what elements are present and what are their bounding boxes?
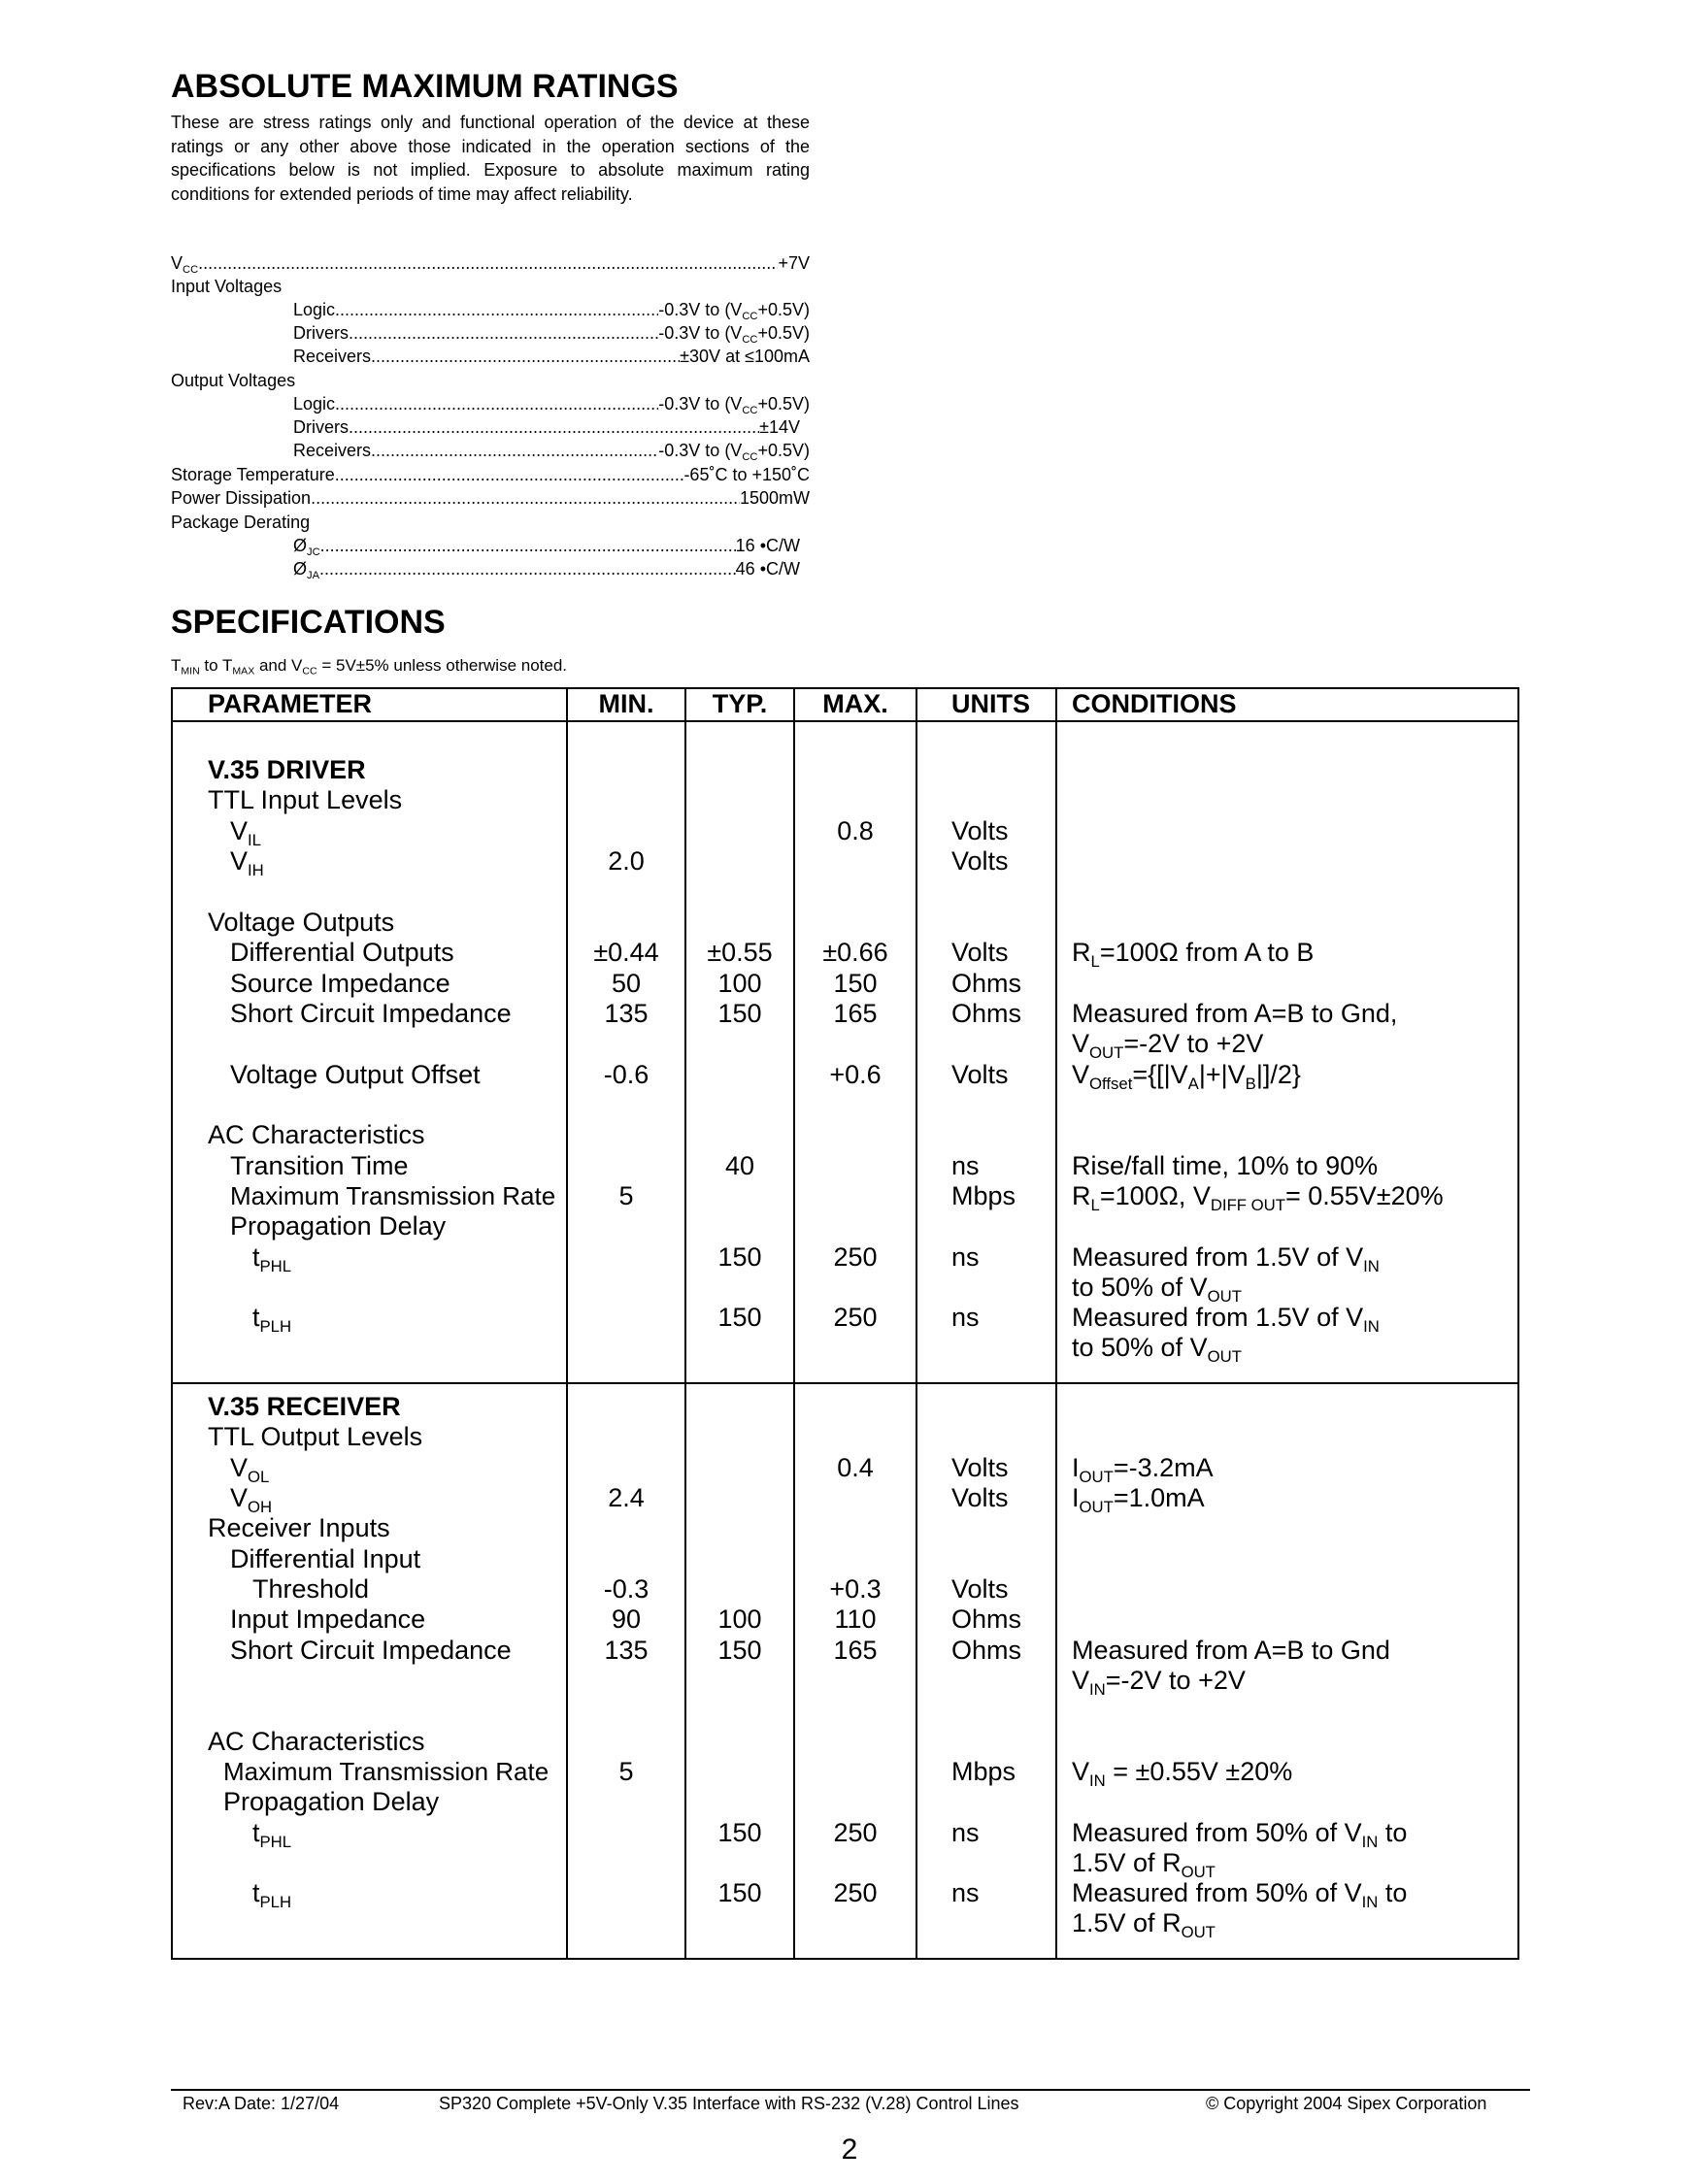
receiver-th-min: -0.3 (603, 1574, 650, 1604)
driver-src-max: 150 (833, 969, 878, 998)
input-voltages-heading: Input Voltages (171, 277, 283, 296)
driver-tphl-conditions-2: to 50% of $V_{OUT}$ (1072, 1273, 1242, 1306)
driver-ac-characteristics: AC Characteristics (208, 1120, 425, 1149)
receiver-tphl-max: 250 (833, 1818, 878, 1847)
receiver-th-units: Volts (951, 1574, 1009, 1604)
receiver-sc-typ: 150 (717, 1636, 762, 1665)
driver-diff-conditions: $R_L=100\Omega$ from A to B (1072, 938, 1315, 971)
receiver-tplh-conditions-2: 1.5V of $R_{OUT}$ (1072, 1908, 1216, 1941)
driver-transition-time-label: Transition Time (230, 1151, 409, 1180)
driver-sc-units: Ohms (951, 999, 1022, 1028)
driver-offset-min: -0.6 (603, 1060, 650, 1089)
header-conditions: CONDITIONS (1072, 689, 1237, 718)
driver-source-impedance-label: Source Impedance (230, 969, 450, 998)
driver-diff-typ: ±0.55 (707, 938, 773, 967)
receiver-voh-conditions: $I_{OUT}=1.0mA$ (1072, 1483, 1205, 1516)
header-parameter: PARAMETER (208, 689, 373, 718)
receiver-th-max: +0.3 (829, 1574, 882, 1604)
driver-vil-units: Volts (951, 816, 1009, 845)
driver-tphl-max: 250 (833, 1242, 878, 1272)
receiver-differential-input: Differential Input (230, 1544, 421, 1573)
rating-output-logic: Logic ..... -0.3V to $(V_{CC}+0.5V)$ (293, 392, 810, 415)
receiver-vol-max: 0.4 (837, 1453, 874, 1482)
driver-tt-units: ns (951, 1151, 980, 1180)
receiver-in-units: Ohms (951, 1605, 1022, 1634)
driver-offset-max: +0.6 (829, 1060, 882, 1089)
driver-short-circuit-label: Short Circuit Impedance (230, 999, 512, 1028)
spec-note: $T_{MIN}$ to $T_{MAX}$ and $V_{CC} = 5V\pm 5\%$ unless otherwise noted. (171, 656, 568, 678)
receiver-mtr-min: 5 (618, 1757, 634, 1786)
spec-title: SPECIFICATIONS (171, 604, 446, 641)
receiver-tplh-conditions-1: Measured from 50% of $V_{IN}$ to (1072, 1878, 1408, 1911)
driver-max-rate-label: Maximum Transmission Rate (230, 1181, 556, 1210)
driver-vil-max: 0.8 (837, 816, 874, 845)
receiver-sc-units: Ohms (951, 1636, 1022, 1665)
amr-description: These are stress ratings only and functional operation of the device at these ratings or any other above those indicated in the operation sections of the specifications below is not implied. Exposure to absolute maximum rating conditions for extended periods of time may affect reliability. (171, 113, 810, 204)
receiver-voh-units: Volts (951, 1483, 1009, 1512)
receiver-voh-label: $V_{OH}$ (230, 1483, 273, 1516)
rating-power-dissipation: Power Dissipation ..... 1500mW (171, 486, 810, 510)
driver-sc-max: 165 (833, 999, 878, 1028)
header-min: MIN. (598, 689, 654, 718)
driver-propagation-delay: Propagation Delay (230, 1211, 447, 1241)
package-derating-heading: Package Derating (171, 513, 311, 532)
receiver-sc-max: 165 (833, 1636, 878, 1665)
driver-diff-outputs-label: Differential Outputs (230, 938, 454, 967)
driver-mtr-conditions: $R_L=100\Omega$, $V_{DIFF OUT}= 0.55V\pm 20\%$ (1072, 1181, 1444, 1214)
rating-output-receivers: Receivers ..... -0.3V to $(V_{CC}+0.5V)$ (293, 439, 810, 462)
footer-revision: Rev:A Date: 1/27/04 (183, 2094, 340, 2113)
receiver-inputs: Receiver Inputs (208, 1513, 390, 1542)
driver-mtr-units: Mbps (951, 1181, 1016, 1210)
receiver-tphl-conditions-2: 1.5V of $R_{OUT}$ (1072, 1848, 1216, 1881)
rating-output-drivers: Drivers ..... ±14V (293, 415, 800, 439)
driver-tphl-label: $t_{PHL}$ (252, 1242, 292, 1275)
amr-title: ABSOLUTE MAXIMUM RATINGS (171, 68, 679, 105)
driver-offset-units: Volts (951, 1060, 1009, 1089)
driver-section-title: V.35 DRIVER (208, 755, 366, 784)
receiver-sc-conditions-2: $V_{IN}=-2V$ to +2V (1072, 1666, 1246, 1699)
receiver-propagation-delay: Propagation Delay (223, 1787, 440, 1816)
footer-rule (171, 2089, 1530, 2091)
receiver-input-impedance-label: Input Impedance (230, 1605, 426, 1634)
driver-vih-min: 2.0 (608, 846, 645, 876)
driver-src-units: Ohms (951, 969, 1022, 998)
receiver-mtr-conditions: $V_{IN} = \pm 0.55V \pm 20\%$ (1072, 1757, 1293, 1790)
receiver-ac-characteristics: AC Characteristics (208, 1727, 425, 1756)
receiver-threshold-label: Threshold (252, 1574, 370, 1604)
driver-offset-conditions: $V_{Offset}=\{[|V_A|+|V_B|]/2\}$ (1072, 1060, 1301, 1093)
header-typ: TYP. (712, 689, 768, 718)
receiver-ttl-output-levels: TTL Output Levels (208, 1422, 423, 1451)
driver-voltage-outputs: Voltage Outputs (208, 908, 395, 937)
receiver-tphl-label: $t_{PHL}$ (252, 1818, 292, 1851)
footer-document-title: SP320 Complete +5V-Only V.35 Interface with RS-232 (V.28) Control Lines (439, 2094, 1019, 2113)
driver-diff-min: ±0.44 (593, 938, 659, 967)
driver-tplh-units: ns (951, 1303, 980, 1332)
receiver-section-title: V.35 RECEIVER (208, 1392, 401, 1421)
driver-tplh-conditions-2: to 50% of $V_{OUT}$ (1072, 1333, 1242, 1366)
driver-sc-typ: 150 (717, 999, 762, 1028)
driver-mtr-min: 5 (618, 1181, 634, 1210)
header-units: UNITS (951, 689, 1030, 718)
output-voltages-heading: Output Voltages (171, 371, 296, 390)
driver-offset-label: Voltage Output Offset (230, 1060, 481, 1089)
receiver-tplh-max: 250 (833, 1878, 878, 1907)
receiver-max-rate-label: Maximum Transmission Rate (223, 1757, 550, 1786)
driver-tphl-units: ns (951, 1242, 980, 1272)
receiver-vol-conditions: $I_{OUT}=-3.2mA$ (1072, 1453, 1214, 1486)
receiver-in-min: 90 (611, 1605, 642, 1634)
receiver-tplh-label: $t_{PLH}$ (252, 1878, 292, 1911)
receiver-in-max: 110 (834, 1605, 877, 1634)
driver-tphl-conditions-1: Measured from 1.5V of $V_{IN}$ (1072, 1242, 1380, 1275)
driver-tplh-label: $t_{PLH}$ (252, 1303, 292, 1336)
rating-input-receivers: Receivers ..... ±30V at ≤100mA (293, 345, 810, 368)
receiver-tphl-units: ns (951, 1818, 980, 1847)
page-number: 2 (841, 2134, 858, 2166)
receiver-short-circuit-label: Short Circuit Impedance (230, 1636, 512, 1665)
rating-input-drivers: Drivers ..... -0.3V to $(V_{CC}+0.5V)$ (293, 321, 810, 345)
spec-table (171, 687, 1519, 1960)
receiver-sc-conditions-1: Measured from A=B to Gnd (1072, 1636, 1390, 1665)
driver-tplh-typ: 150 (717, 1303, 762, 1332)
driver-tplh-conditions-1: Measured from 1.5V of $V_{IN}$ (1072, 1303, 1380, 1336)
footer-copyright: © Copyright 2004 Sipex Corporation (1206, 2094, 1487, 2113)
driver-tphl-typ: 150 (717, 1242, 762, 1272)
receiver-vol-label: $V_{OL}$ (230, 1453, 270, 1486)
driver-sc-conditions-1: Measured from A=B to Gnd, (1072, 999, 1398, 1028)
receiver-mtr-units: Mbps (951, 1757, 1016, 1786)
rating-vcc: $V_{CC}$ ..... +7V (171, 251, 810, 275)
driver-src-min: 50 (611, 969, 642, 998)
driver-sc-conditions-2: $V_{OUT}=-2V$ to +2V (1072, 1029, 1264, 1062)
rating-theta-ja: $Ø_{JA}$ ..... 46 •C/W (293, 557, 800, 580)
receiver-in-typ: 100 (717, 1605, 762, 1634)
driver-diff-max: ±0.66 (822, 938, 888, 967)
rating-theta-jc: $Ø_{JC}$ ..... 16 •C/W (293, 534, 800, 557)
driver-tplh-max: 250 (833, 1303, 878, 1332)
driver-tt-conditions: Rise/fall time, 10% to 90% (1072, 1151, 1379, 1180)
receiver-tphl-typ: 150 (717, 1818, 762, 1847)
receiver-tphl-conditions-1: Measured from 50% of $V_{IN}$ to (1072, 1818, 1408, 1851)
driver-ttl-input-levels: TTL Input Levels (208, 785, 403, 814)
driver-vih-units: Volts (951, 846, 1009, 876)
driver-sc-min: 135 (604, 999, 649, 1028)
driver-vih-label: $V_{IH}$ (230, 846, 264, 879)
driver-src-typ: 100 (717, 969, 762, 998)
driver-vil-label: $V_{IL}$ (230, 816, 261, 849)
receiver-tplh-typ: 150 (717, 1878, 762, 1907)
receiver-vol-units: Volts (951, 1453, 1009, 1482)
rating-input-logic: Logic ..... -0.3V to $(V_{CC}+0.5V)$ (293, 298, 810, 321)
receiver-voh-min: 2.4 (608, 1483, 645, 1512)
receiver-tplh-units: ns (951, 1878, 980, 1907)
driver-tt-typ: 40 (724, 1151, 755, 1180)
header-max: MAX. (822, 689, 888, 718)
driver-diff-units: Volts (951, 938, 1009, 967)
rating-storage-temperature: Storage Temperature ..... -65˚C to +150˚C (171, 463, 810, 486)
receiver-sc-min: 135 (604, 1636, 649, 1665)
